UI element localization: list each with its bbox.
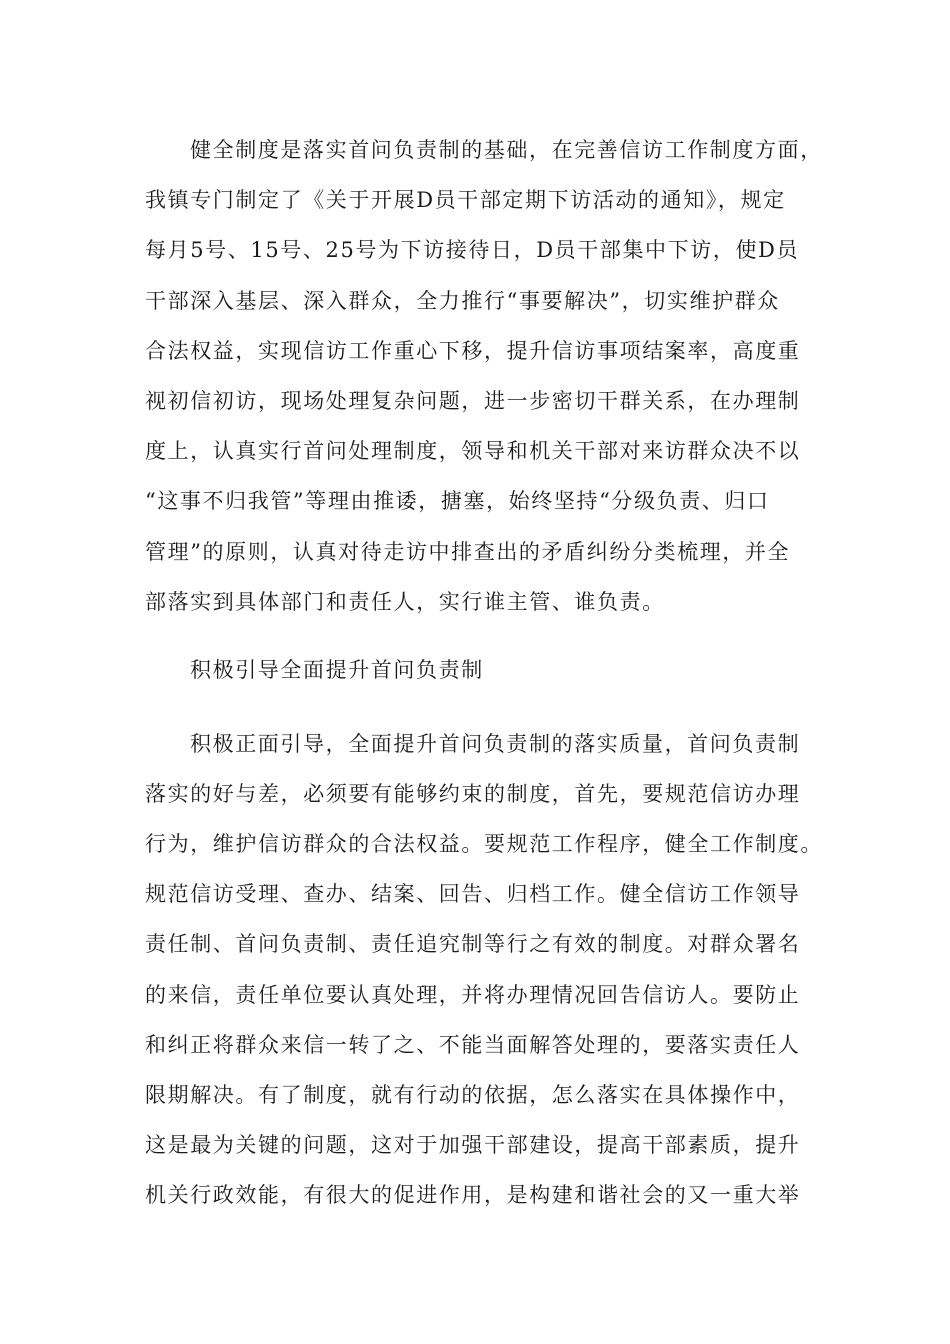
paragraph-line: 责任制、首问负责制、责任追究制等行之有效的制度。对群众署名 bbox=[145, 932, 801, 956]
paragraph-line: 规范信访受理、查办、结案、回告、归档工作。健全信访工作领导 bbox=[145, 882, 801, 906]
paragraph-line: 干部深入基层、深入群众，全力推行“事要解决”，切实维护群众 bbox=[145, 289, 780, 313]
paragraph-line: 视初信初访，现场处理复杂问题，进一步密切干群关系，在办理制 bbox=[145, 389, 801, 413]
paragraph-line: 每月5号、15号、25号为下访接待日，D员干部集中下访，使D员 bbox=[145, 238, 800, 262]
paragraph-line: 管理”的原则，认真对待走访中排查出的矛盾纠纷分类梳理，并全 bbox=[145, 540, 791, 564]
paragraph-line: 度上，认真实行首问处理制度，领导和机关干部对来访群众决不以 bbox=[145, 439, 801, 463]
paragraph-line: 的来信，责任单位要认真处理，并将办理情况回告信访人。要防止 bbox=[145, 983, 801, 1007]
paragraph-line: 和纠正将群众来信一转了之、不能当面解答处理的，要落实责任人 bbox=[145, 1033, 801, 1057]
paragraph-line: 积极正面引导，全面提升首问负责制的落实质量，首问负责制 bbox=[190, 732, 801, 756]
paragraph-line: 落实的好与差，必须要有能够约束的制度，首先，要规范信访办理 bbox=[145, 782, 801, 806]
paragraph-line: 这是最为关键的问题，这对于加强干部建设，提高干部素质，提升 bbox=[145, 1133, 801, 1157]
paragraph-line: 我镇专门制定了《关于开展D员干部定期下访活动的通知》，规定 bbox=[145, 188, 786, 212]
section-heading: 积极引导全面提升首问负责制 bbox=[190, 658, 484, 682]
paragraph-line: 健全制度是落实首问负责制的基础，在完善信访工作制度方面， bbox=[190, 138, 823, 162]
paragraph-line: 限期解决。有了制度，就有行动的依据，怎么落实在具体操作中， bbox=[145, 1083, 801, 1107]
paragraph-line: 合法权益，实现信访工作重心下移，提升信访事项结案率，高度重 bbox=[145, 339, 801, 363]
paragraph-line: 部落实到具体部门和责任人，实行谁主管、谁负责。 bbox=[145, 590, 665, 614]
paragraph-line: “这事不归我管”等理由推诿，搪塞，始终坚持“分级负责、归口 bbox=[145, 489, 770, 513]
paragraph-line: 机关行政效能，有很大的促进作用，是构建和谐社会的又一重大举 bbox=[145, 1183, 801, 1207]
paragraph-line: 行为，维护信访群众的合法权益。要规范工作程序，健全工作制度。 bbox=[145, 832, 823, 856]
